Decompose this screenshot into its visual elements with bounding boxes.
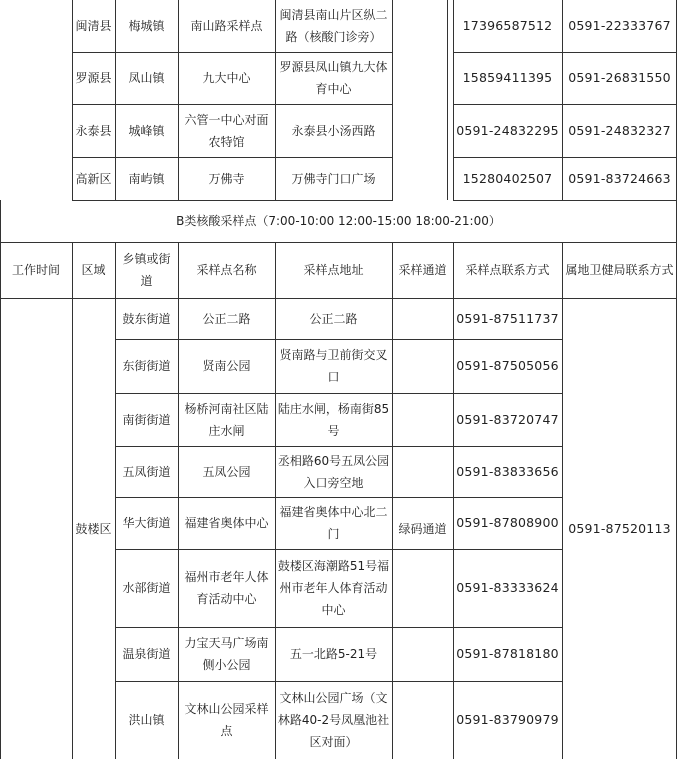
town-cell: 水部街道: [122, 581, 171, 595]
table-border: [72, 157, 393, 158]
health-phone-cell: 0591-24832327: [568, 122, 671, 138]
site-phone-cell: 0591-87808900: [456, 515, 559, 530]
site-address-cell: 永泰县小汤西路: [291, 123, 376, 138]
table-border: [453, 104, 677, 105]
site-address-cell: 五一北路5-21号: [289, 647, 378, 661]
table-border: [392, 0, 393, 200]
health-phone-cell: 0591-22333767: [568, 18, 671, 33]
town-cell: 南街街道: [122, 412, 171, 427]
table-border: [115, 0, 116, 200]
site-address-cell: 陆庄水闸，杨南街85号: [277, 401, 390, 438]
town-cell: 鼓东街道: [122, 311, 171, 326]
site-phone-cell: 15859411395: [462, 70, 553, 85]
town-cell: 洪山镇: [128, 713, 165, 727]
header-work-time: 工作时间: [11, 263, 60, 277]
channel-cell: 绿码通道: [398, 521, 447, 536]
table-border: [275, 0, 276, 200]
site-phone-cell: 0591-83833656: [456, 463, 559, 479]
town-cell: 温泉街道: [122, 647, 171, 661]
site-phone-cell: 0591-83790979: [456, 712, 559, 727]
site-name-cell: 力宝天马广场南侧小公园: [184, 636, 269, 672]
site-phone-cell: 0591-83720747: [456, 411, 559, 427]
site-address-cell: 鼓楼区海潮路51号福州市老年人体育活动中心: [277, 559, 390, 617]
work-time-cell: [0, 298, 72, 759]
county-cell: 闽清县: [75, 19, 112, 33]
site-name-cell: 六管一中心对面农特馆: [184, 112, 269, 149]
town-cell: 城峰镇: [128, 123, 165, 138]
table-border: [178, 0, 179, 200]
site-address-cell: 公正二路: [309, 311, 358, 326]
site-name-cell: 五凤公园: [202, 464, 251, 479]
site-phone-cell: 17396587512: [462, 18, 553, 33]
header-health-contact: 属地卫健局联系方式: [565, 263, 674, 277]
site-name-cell: 福州市老年人体育活动中心: [184, 570, 269, 606]
town-cell: 五凤街道: [122, 464, 171, 479]
table-border: [72, 104, 393, 105]
town-cell: 梅城镇: [128, 19, 165, 33]
header-site-contact: 采样点联系方式: [465, 263, 550, 277]
county-cell: 高新区: [75, 171, 112, 186]
site-address-cell: 贤南路与卫前街交叉口: [279, 348, 388, 384]
site-phone-cell: 0591-87511737: [456, 310, 559, 326]
town-cell: 东街街道: [122, 359, 171, 373]
site-name-cell: 南山路采样点: [190, 19, 263, 33]
table-border: [453, 0, 454, 200]
table-border: [562, 0, 563, 200]
header-site-address: 采样点地址: [303, 263, 364, 277]
county-cell: 罗源县: [75, 71, 112, 85]
header-district: 区域: [81, 263, 106, 277]
district-cell: 鼓楼区: [75, 521, 112, 536]
site-name-cell: 文林山公园采样点: [184, 702, 269, 738]
header-channel: 采样通道: [398, 263, 447, 277]
table-border: [72, 52, 393, 53]
site-address-cell: 闽清县南山片区纵二路（核酸门诊旁）: [279, 8, 388, 44]
header-site-name: 采样点名称: [196, 263, 257, 277]
health-phone-cell: 0591-87520113: [568, 520, 671, 536]
site-phone-cell: 0591-24832295: [456, 122, 559, 138]
site-phone-cell: 0591-87505056: [456, 358, 559, 373]
table-border: [447, 0, 448, 200]
site-name-cell: 福建省奥体中心: [184, 516, 269, 530]
site-address-cell: 文林山公园广场（文林路40-2号凤凰池社区对面）: [277, 691, 390, 749]
town-cell: 华大街道: [122, 516, 171, 530]
site-address-cell: 罗源县凤山镇九大体育中心: [279, 60, 388, 96]
site-address-cell: 福建省奥体中心北二门: [279, 505, 388, 541]
health-phone-cell: 0591-83724663: [568, 170, 671, 186]
table-border: [453, 52, 677, 53]
table-border: [453, 157, 677, 158]
site-phone-cell: 15280402507: [462, 170, 553, 186]
county-cell: 永泰县: [75, 123, 112, 138]
site-name-cell: 贤南公园: [202, 359, 251, 373]
town-cell: 南屿镇: [128, 171, 165, 186]
site-phone-cell: 0591-87818180: [456, 646, 559, 661]
town-cell: 凤山镇: [128, 71, 165, 85]
health-phone-cell: 0591-26831550: [568, 70, 671, 85]
site-name-cell: 公正二路: [202, 311, 251, 326]
site-name-cell: 万佛寺: [208, 171, 245, 186]
table-border: [72, 0, 73, 200]
header-town: 乡镇或街道: [122, 252, 171, 288]
site-phone-cell: 0591-83333624: [456, 580, 559, 595]
site-name-cell: 九大中心: [202, 71, 251, 85]
site-name-cell: 杨桥河南社区陆庄水闸: [184, 401, 269, 438]
section-title: B类核酸采样点（7:00-10:00 12:00-15:00 18:00-21:00）: [176, 214, 501, 228]
site-address-cell: 万佛寺门口广场: [291, 171, 376, 186]
site-address-cell: 丞相路60号五凤公园入口旁空地: [277, 453, 390, 490]
